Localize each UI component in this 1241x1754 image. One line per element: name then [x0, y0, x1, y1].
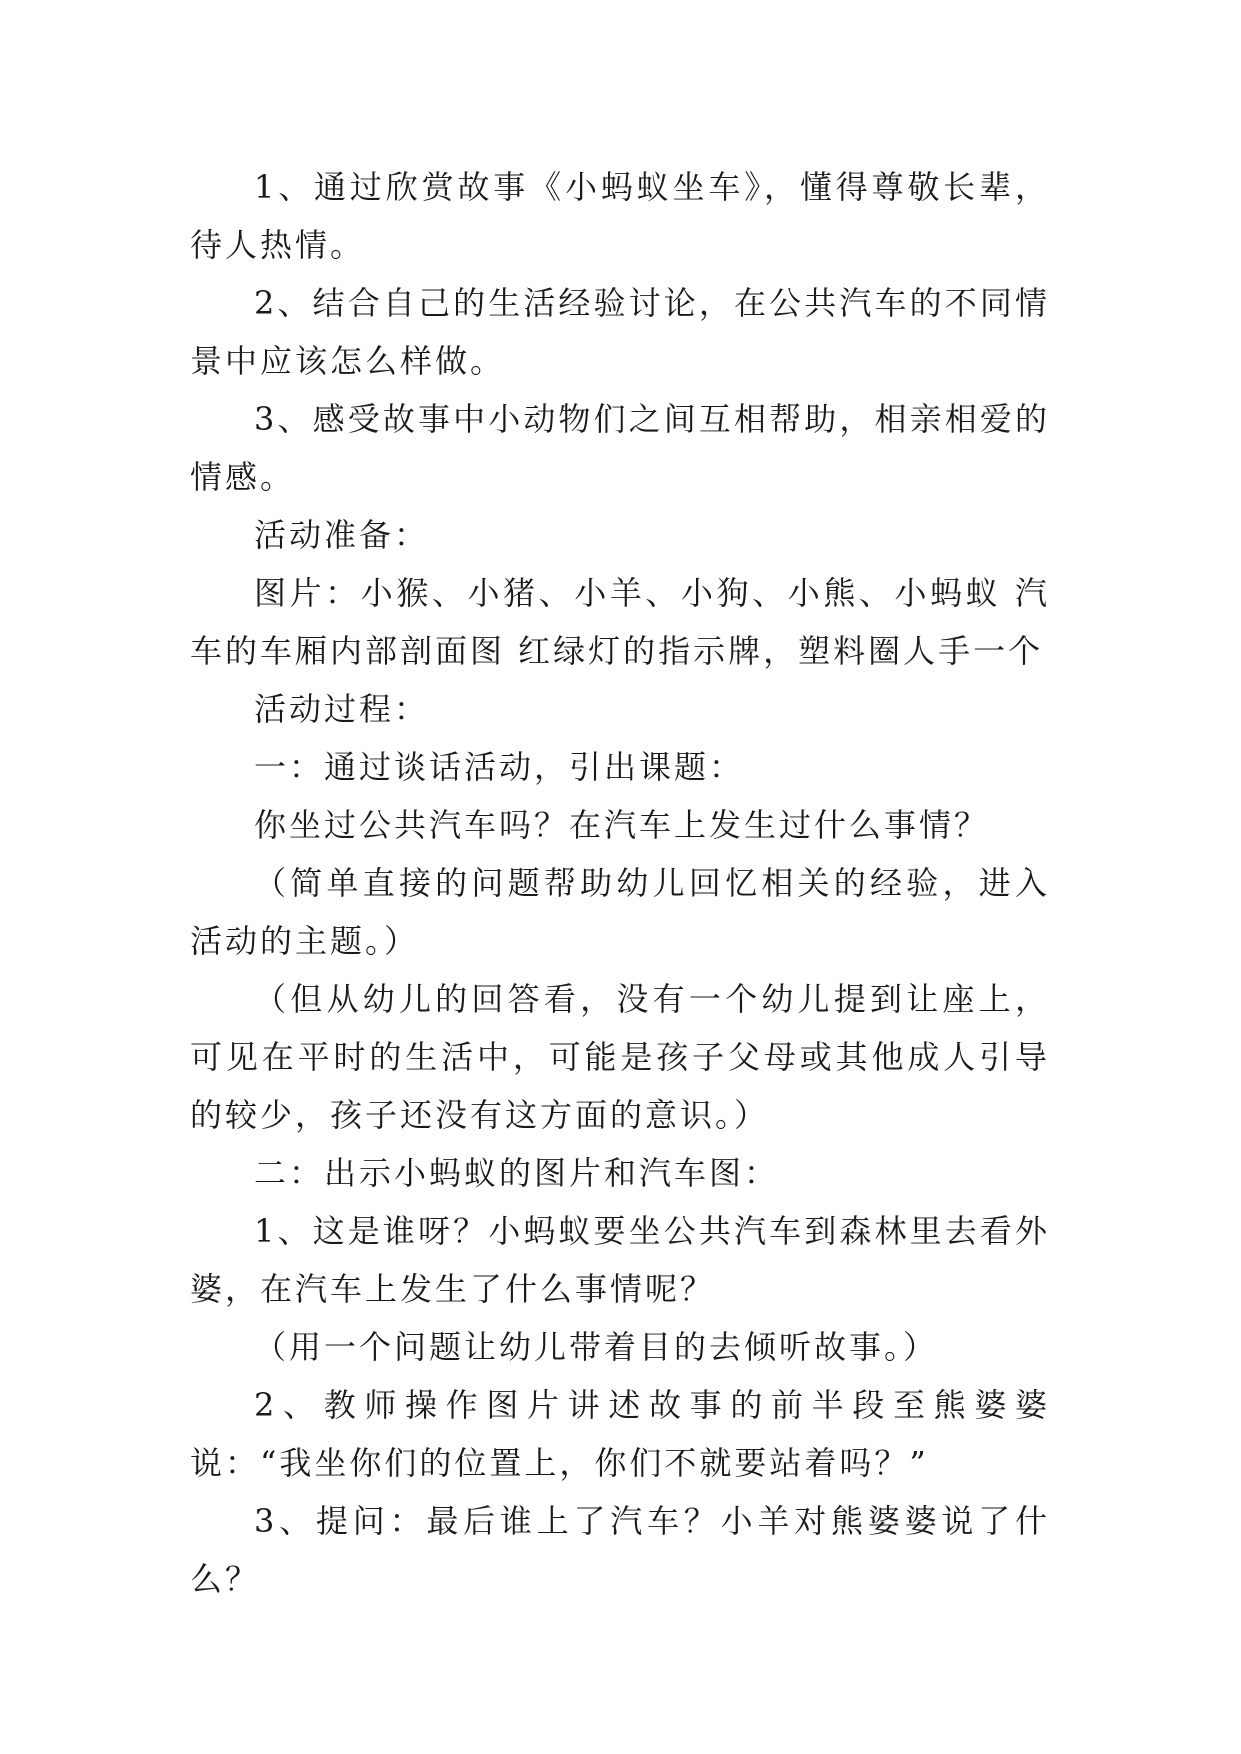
preparation-heading: 活动准备： — [254, 516, 430, 554]
objective-2: 2、结合自己的生活经验讨论，在公共汽车的不同情景中应该怎么样做。 — [190, 284, 1050, 380]
process-heading: 活动过程： — [254, 690, 430, 728]
step-1-note: （简单直接的问题帮助幼儿回忆相关的经验，进入活动的主题。） — [190, 864, 1050, 960]
step-1-observation: （但从幼儿的回答看，没有一个幼儿提到让座上，可见在平时的生活中，可能是孩子父母或其他成人引导的较少，孩子还没有这方面的意识。） — [190, 980, 1050, 1134]
step-2-note: （用一个问题让幼儿带着目的去倾听故事。） — [254, 1328, 939, 1366]
step-1-question: 你坐过公共汽车吗？在汽车上发生过什么事情？ — [254, 806, 990, 844]
preparation-materials: 图片：小猴、小猪、小羊、小狗、小熊、小蚂蚁 汽车的车厢内部剖面图 红绿灯的指示牌，塑料圈人手一个 — [190, 574, 1050, 670]
document-body — [190, 158, 1050, 1608]
step-1-heading: 一：通过谈话活动，引出课题： — [254, 748, 745, 786]
step-2-item-2: 2、教师操作图片讲述故事的前半段至熊婆婆说：“我坐你们的位置上，你们不就要站着吗？” — [190, 1386, 1050, 1482]
objective-1: 1、通过欣赏故事《小蚂蚁坐车》，懂得尊敬长辈，待人热情。 — [190, 168, 1050, 264]
objective-3: 3、感受故事中小动物们之间互相帮助，相亲相爱的情感。 — [190, 400, 1050, 496]
step-2-item-3: 3、提问：最后谁上了汽车？小羊对熊婆婆说了什么？ — [190, 1502, 1050, 1598]
step-2-item-1: 1、这是谁呀？小蚂蚁要坐公共汽车到森林里去看外婆，在汽车上发生了什么事情呢？ — [190, 1212, 1050, 1308]
step-2-heading: 二：出示小蚂蚁的图片和汽车图： — [254, 1154, 780, 1192]
